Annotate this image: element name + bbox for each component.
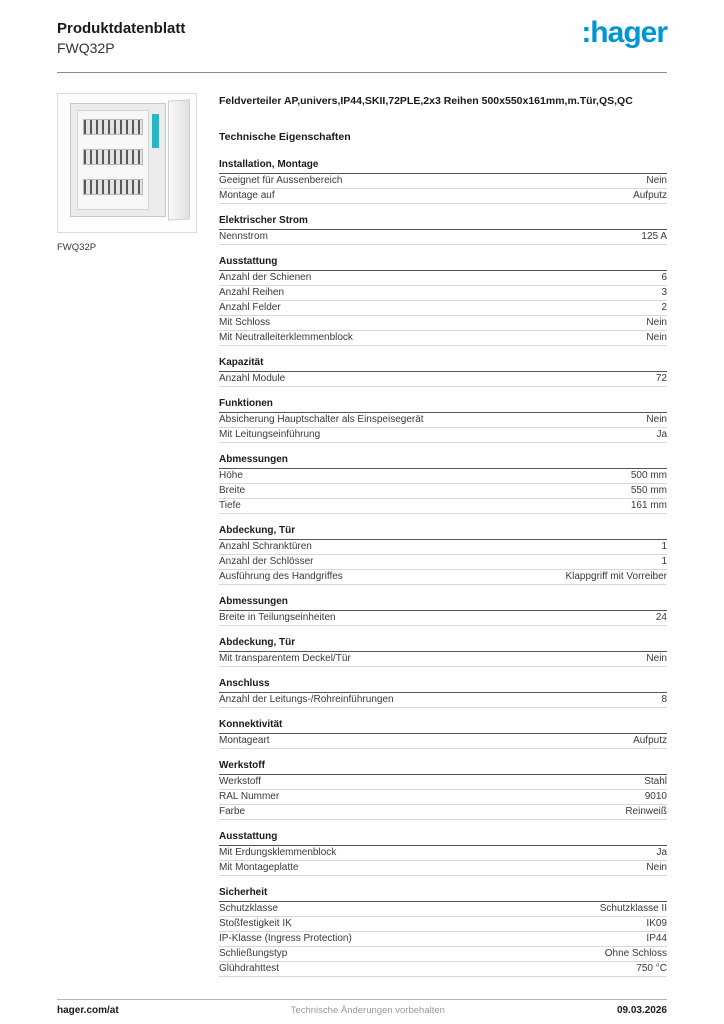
spec-label: Geeignet für Aussenbereich <box>219 175 343 187</box>
spec-section <box>219 396 667 443</box>
spec-section <box>219 452 667 514</box>
spec-row <box>219 693 667 708</box>
spec-label: Breite in Teilungseinheiten <box>219 612 336 624</box>
spec-row <box>219 428 667 443</box>
spec-row <box>219 805 667 820</box>
spec-value: 72 <box>655 373 667 385</box>
spec-row <box>219 734 667 749</box>
breaker-row <box>83 179 143 195</box>
spec-label: Mit Schloss <box>219 317 271 329</box>
spec-row <box>219 499 667 514</box>
spec-value: 550 mm <box>630 485 667 497</box>
spec-section <box>219 594 667 626</box>
section-title: Abdeckung, Tür <box>219 635 667 652</box>
section-title: Ausstattung <box>219 829 667 846</box>
section-title: Abmessungen <box>219 594 667 611</box>
cabinet-body <box>70 103 166 217</box>
label-sticker <box>152 114 159 148</box>
spec-row <box>219 570 667 585</box>
footer-date: 09.03.2026 <box>616 1005 667 1016</box>
spec-label: Mit Erdungsklemmenblock <box>219 847 337 859</box>
spec-label: Anzahl der Schlösser <box>219 556 314 568</box>
spec-value: Nein <box>646 414 667 426</box>
spec-value: Nein <box>646 317 667 329</box>
spec-value: Ja <box>656 847 667 859</box>
document-header <box>57 0 667 73</box>
spec-label: Mit transparentem Deckel/Tür <box>219 653 351 665</box>
spec-row <box>219 316 667 331</box>
document-type-title: Produktdatenblatt <box>57 20 186 37</box>
breaker-row <box>83 149 143 165</box>
spec-value: 750 °C <box>636 963 667 975</box>
spec-value: Nein <box>646 332 667 344</box>
spec-value: 500 mm <box>630 470 667 482</box>
page-content <box>57 0 667 1024</box>
spec-row <box>219 271 667 286</box>
spec-label: Mit Montageplatte <box>219 862 299 874</box>
spec-section <box>219 355 667 387</box>
spec-label: Anzahl der Schienen <box>219 272 312 284</box>
spec-section <box>219 717 667 749</box>
section-title: Ausstattung <box>219 254 667 271</box>
spec-label: Tiefe <box>219 500 241 512</box>
spec-row <box>219 230 667 245</box>
spec-value: 161 mm <box>630 500 667 512</box>
spec-label: Montage auf <box>219 190 275 202</box>
spec-value: Reinweiß <box>625 806 667 818</box>
cabinet-door <box>168 99 190 220</box>
spec-section <box>219 157 667 204</box>
spec-label: Werkstoff <box>219 776 261 788</box>
image-caption: FWQ32P <box>57 242 97 253</box>
spec-label: Anzahl Felder <box>219 302 281 314</box>
image-column <box>57 93 197 977</box>
spec-row <box>219 174 667 189</box>
spec-row <box>219 331 667 346</box>
spec-label: Glühdrahttest <box>219 963 280 975</box>
spec-column <box>219 93 667 977</box>
spec-row <box>219 540 667 555</box>
spec-row <box>219 846 667 861</box>
section-title: Funktionen <box>219 396 667 413</box>
spec-row <box>219 413 667 428</box>
spec-value: Ohne Schloss <box>604 948 667 960</box>
spec-section <box>219 676 667 708</box>
spec-row <box>219 469 667 484</box>
spec-value: 24 <box>655 612 667 624</box>
spec-row <box>219 611 667 626</box>
breaker-row <box>83 119 143 135</box>
spec-label: Ausführung des Handgriffes <box>219 571 343 583</box>
spec-value: Nein <box>646 653 667 665</box>
product-title: Feldverteiler AP,univers,IP44,SKII,72PLE,2x3 Reihen 500x550x161mm,m.Tür,QS,QC <box>219 95 633 107</box>
footer-notice: Technische Änderungen vorbehalten <box>290 1005 445 1016</box>
section-title: Kapazität <box>219 355 667 372</box>
spec-row <box>219 484 667 499</box>
spec-sections <box>219 157 667 977</box>
spec-value: 3 <box>661 287 667 299</box>
product-code: FWQ32P <box>57 40 115 56</box>
spec-section <box>219 213 667 245</box>
spec-section <box>219 635 667 667</box>
spec-row <box>219 932 667 947</box>
section-title: Werkstoff <box>219 758 667 775</box>
spec-value: Aufputz <box>633 190 667 202</box>
spec-value: Ja <box>656 429 667 441</box>
cabinet-interior <box>77 110 149 210</box>
spec-label: Anzahl Schranktüren <box>219 541 312 553</box>
spec-row <box>219 286 667 301</box>
spec-row <box>219 652 667 667</box>
spec-label: Montageart <box>219 735 270 747</box>
spec-label: IP-Klasse (Ingress Protection) <box>219 933 352 945</box>
spec-value: IK09 <box>646 918 667 930</box>
spec-row <box>219 917 667 932</box>
spec-label: Schutzklasse <box>219 903 278 915</box>
section-title: Abdeckung, Tür <box>219 523 667 540</box>
product-image <box>57 93 197 233</box>
spec-value: 1 <box>661 556 667 568</box>
hager-logo: :hager <box>581 16 667 49</box>
spec-label: RAL Nummer <box>219 791 280 803</box>
spec-value: Nein <box>646 862 667 874</box>
spec-label: Absicherung Hauptschalter als Einspeisegerät <box>219 414 424 426</box>
spec-label: Anzahl Reihen <box>219 287 285 299</box>
spec-row <box>219 372 667 387</box>
section-title: Elektrischer Strom <box>219 213 667 230</box>
spec-row <box>219 902 667 917</box>
spec-label: Mit Neutralleiterklemmenblock <box>219 332 353 344</box>
section-title: Anschluss <box>219 676 667 693</box>
spec-value: Nein <box>646 175 667 187</box>
spec-label: Nennstrom <box>219 231 268 243</box>
spec-value: 1 <box>661 541 667 553</box>
main-area <box>57 93 667 977</box>
section-title: Abmessungen <box>219 452 667 469</box>
spec-label: Mit Leitungseinführung <box>219 429 321 441</box>
spec-value: 8 <box>661 694 667 706</box>
spec-section <box>219 885 667 977</box>
spec-row <box>219 189 667 204</box>
spec-label: Stoßfestigkeit IK <box>219 918 292 930</box>
tech-properties-heading: Technische Eigenschaften <box>219 131 351 144</box>
spec-value: Schutzklasse II <box>599 903 667 915</box>
spec-value: Klappgriff mit Vorreiber <box>565 571 667 583</box>
spec-row <box>219 301 667 316</box>
footer-website-link[interactable]: hager.com/at <box>57 1005 119 1016</box>
spec-label: Breite <box>219 485 246 497</box>
spec-row <box>219 962 667 977</box>
spec-section <box>219 523 667 585</box>
spec-section <box>219 254 667 346</box>
spec-row <box>219 790 667 805</box>
spec-row <box>219 861 667 876</box>
spec-section <box>219 829 667 876</box>
header-divider <box>57 72 667 73</box>
page-footer <box>57 999 667 1016</box>
spec-value: IP44 <box>646 933 667 945</box>
spec-value: 6 <box>661 272 667 284</box>
spec-value: Aufputz <box>633 735 667 747</box>
section-title: Konnektivität <box>219 717 667 734</box>
spec-label: Höhe <box>219 470 243 482</box>
spec-value: Stahl <box>644 776 667 788</box>
spec-value: 2 <box>661 302 667 314</box>
spec-section <box>219 758 667 820</box>
spec-label: Schließungstyp <box>219 948 288 960</box>
spec-row <box>219 775 667 790</box>
spec-label: Anzahl Module <box>219 373 286 385</box>
section-title: Sicherheit <box>219 885 667 902</box>
spec-row <box>219 947 667 962</box>
spec-value: 9010 <box>644 791 667 803</box>
spec-label: Farbe <box>219 806 246 818</box>
spec-label: Anzahl der Leitungs-/Rohreinführungen <box>219 694 394 706</box>
section-title: Installation, Montage <box>219 157 667 174</box>
spec-value: 125 A <box>641 231 667 243</box>
spec-row <box>219 555 667 570</box>
